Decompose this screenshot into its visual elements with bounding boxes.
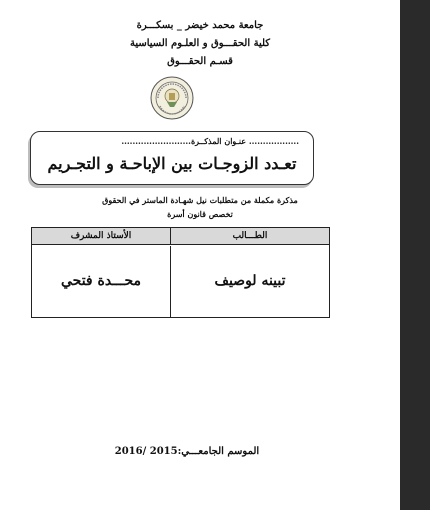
supervisor-header: الأستاذ المشرف — [32, 228, 171, 245]
student-name: تبينه لوصيف — [214, 273, 286, 289]
specialization: تخصص قانون أسرة — [167, 209, 233, 219]
student-header: الطـــالب — [171, 228, 329, 245]
title-label: .................. عنـوان المذكــرة......................... — [121, 136, 299, 146]
thesis-title-box — [30, 131, 314, 185]
university-seal-logo — [150, 76, 194, 120]
thesis-title: تعـدد الزوجـات بين الإباحـة و التجـريم — [47, 154, 297, 173]
faculty-name: كلية الحقـــوق و العلـوم السياسية — [129, 38, 271, 49]
department-name: قسـم الحقـــوق — [167, 56, 233, 67]
supervisor-name: محـــدة فتحي — [32, 246, 171, 317]
student-supervisor-table — [31, 227, 330, 318]
academic-year: الموسم الجامعـــي:2015 /2016 — [114, 446, 260, 457]
viewer-scrollbar-area[interactable] — [400, 0, 430, 510]
university-name: جامعة محمد خيضر _ بسكـــرة — [136, 20, 264, 31]
memo-description: مذكرة مكملة من متطلبات نيل شهـادة الماستر في الحقوق — [102, 195, 298, 205]
